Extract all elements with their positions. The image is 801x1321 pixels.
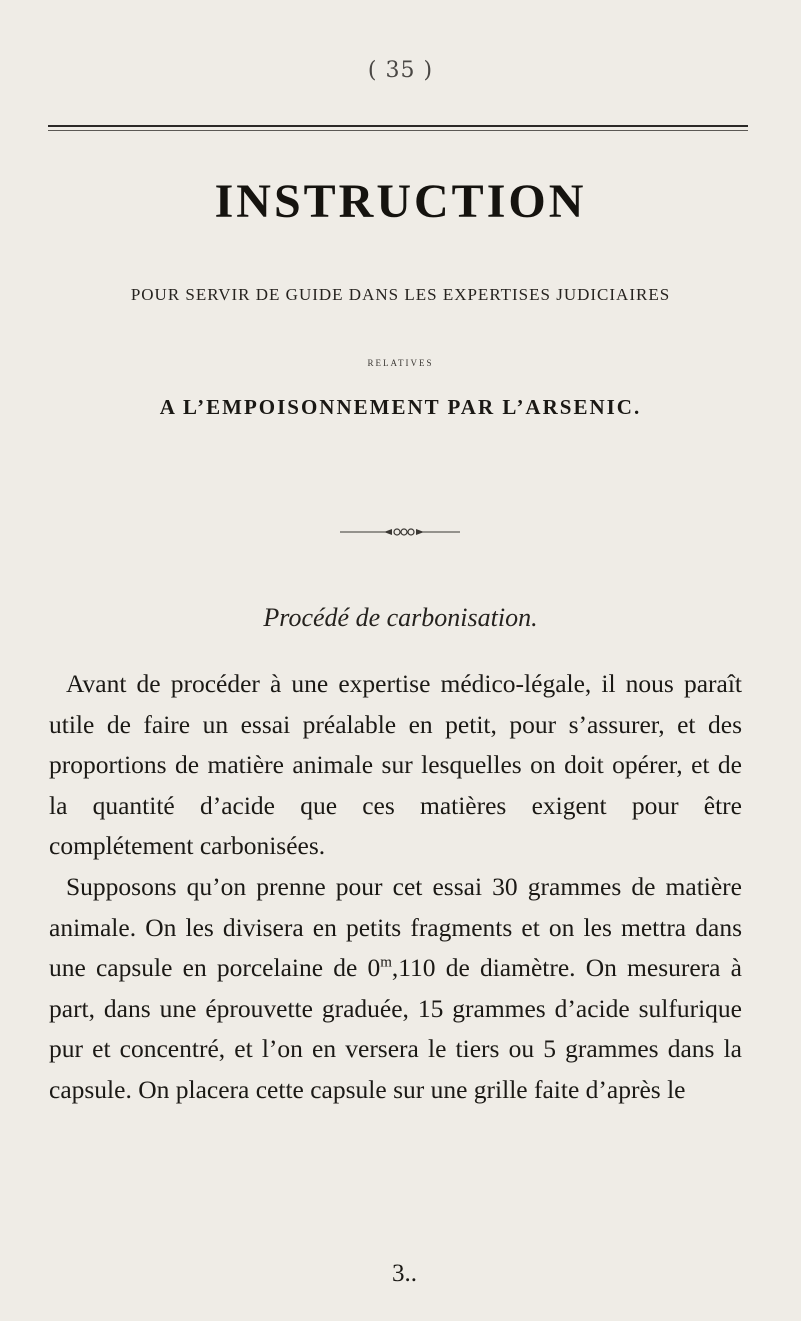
paragraph-1: Avant de procéder à une expertise médico-légale, il nous paraît utile de faire un essai préalable en petit, pour s’assurer, et des proportions de matière animale sur lesquelles on doit opérer, et de la quantité d’acide que ces matières exigent pour être complétement carbonisées. [49,669,742,861]
paragraph-2-superscript: m [380,954,392,971]
document-subtitle: POUR SERVIR DE GUIDE DANS LES EXPERTISES JUDICIAIRES [130,285,671,304]
page-number: ( 35 ) [367,58,434,83]
body-text [49,664,742,1111]
paragraph-2 [49,867,742,1111]
section-heading: Procédé de carbonisation. [263,603,538,632]
document-subject: A L’EMPOISONNEMENT PAR L’ARSENIC. [159,395,642,419]
paragraph-2-part-a: Supposons qu’on prenne pour cet essai 30 grammes de matière animale. On les divisera en petits fragments et on les mettra dans une capsule en porcelaine de 0 [49,871,742,983]
signature-mark: 3.. [392,1260,417,1287]
paragraph-2-part-b: ,110 de diamètre. On mesurera à part, dans une éprouvette graduée, 15 grammes d’acide sulfurique pur et concentré, et l’on en versera le tiers ou 5 grammes dans la capsule. On placera cette capsule sur une grille faite d’après le [49,953,742,1104]
ornament-divider-icon [340,526,460,538]
header-rule [48,125,748,127]
subtitle-relatives: RELATIVES [367,358,434,368]
document-title: INSTRUCTION [214,175,587,228]
header-rule-thin [48,130,748,131]
